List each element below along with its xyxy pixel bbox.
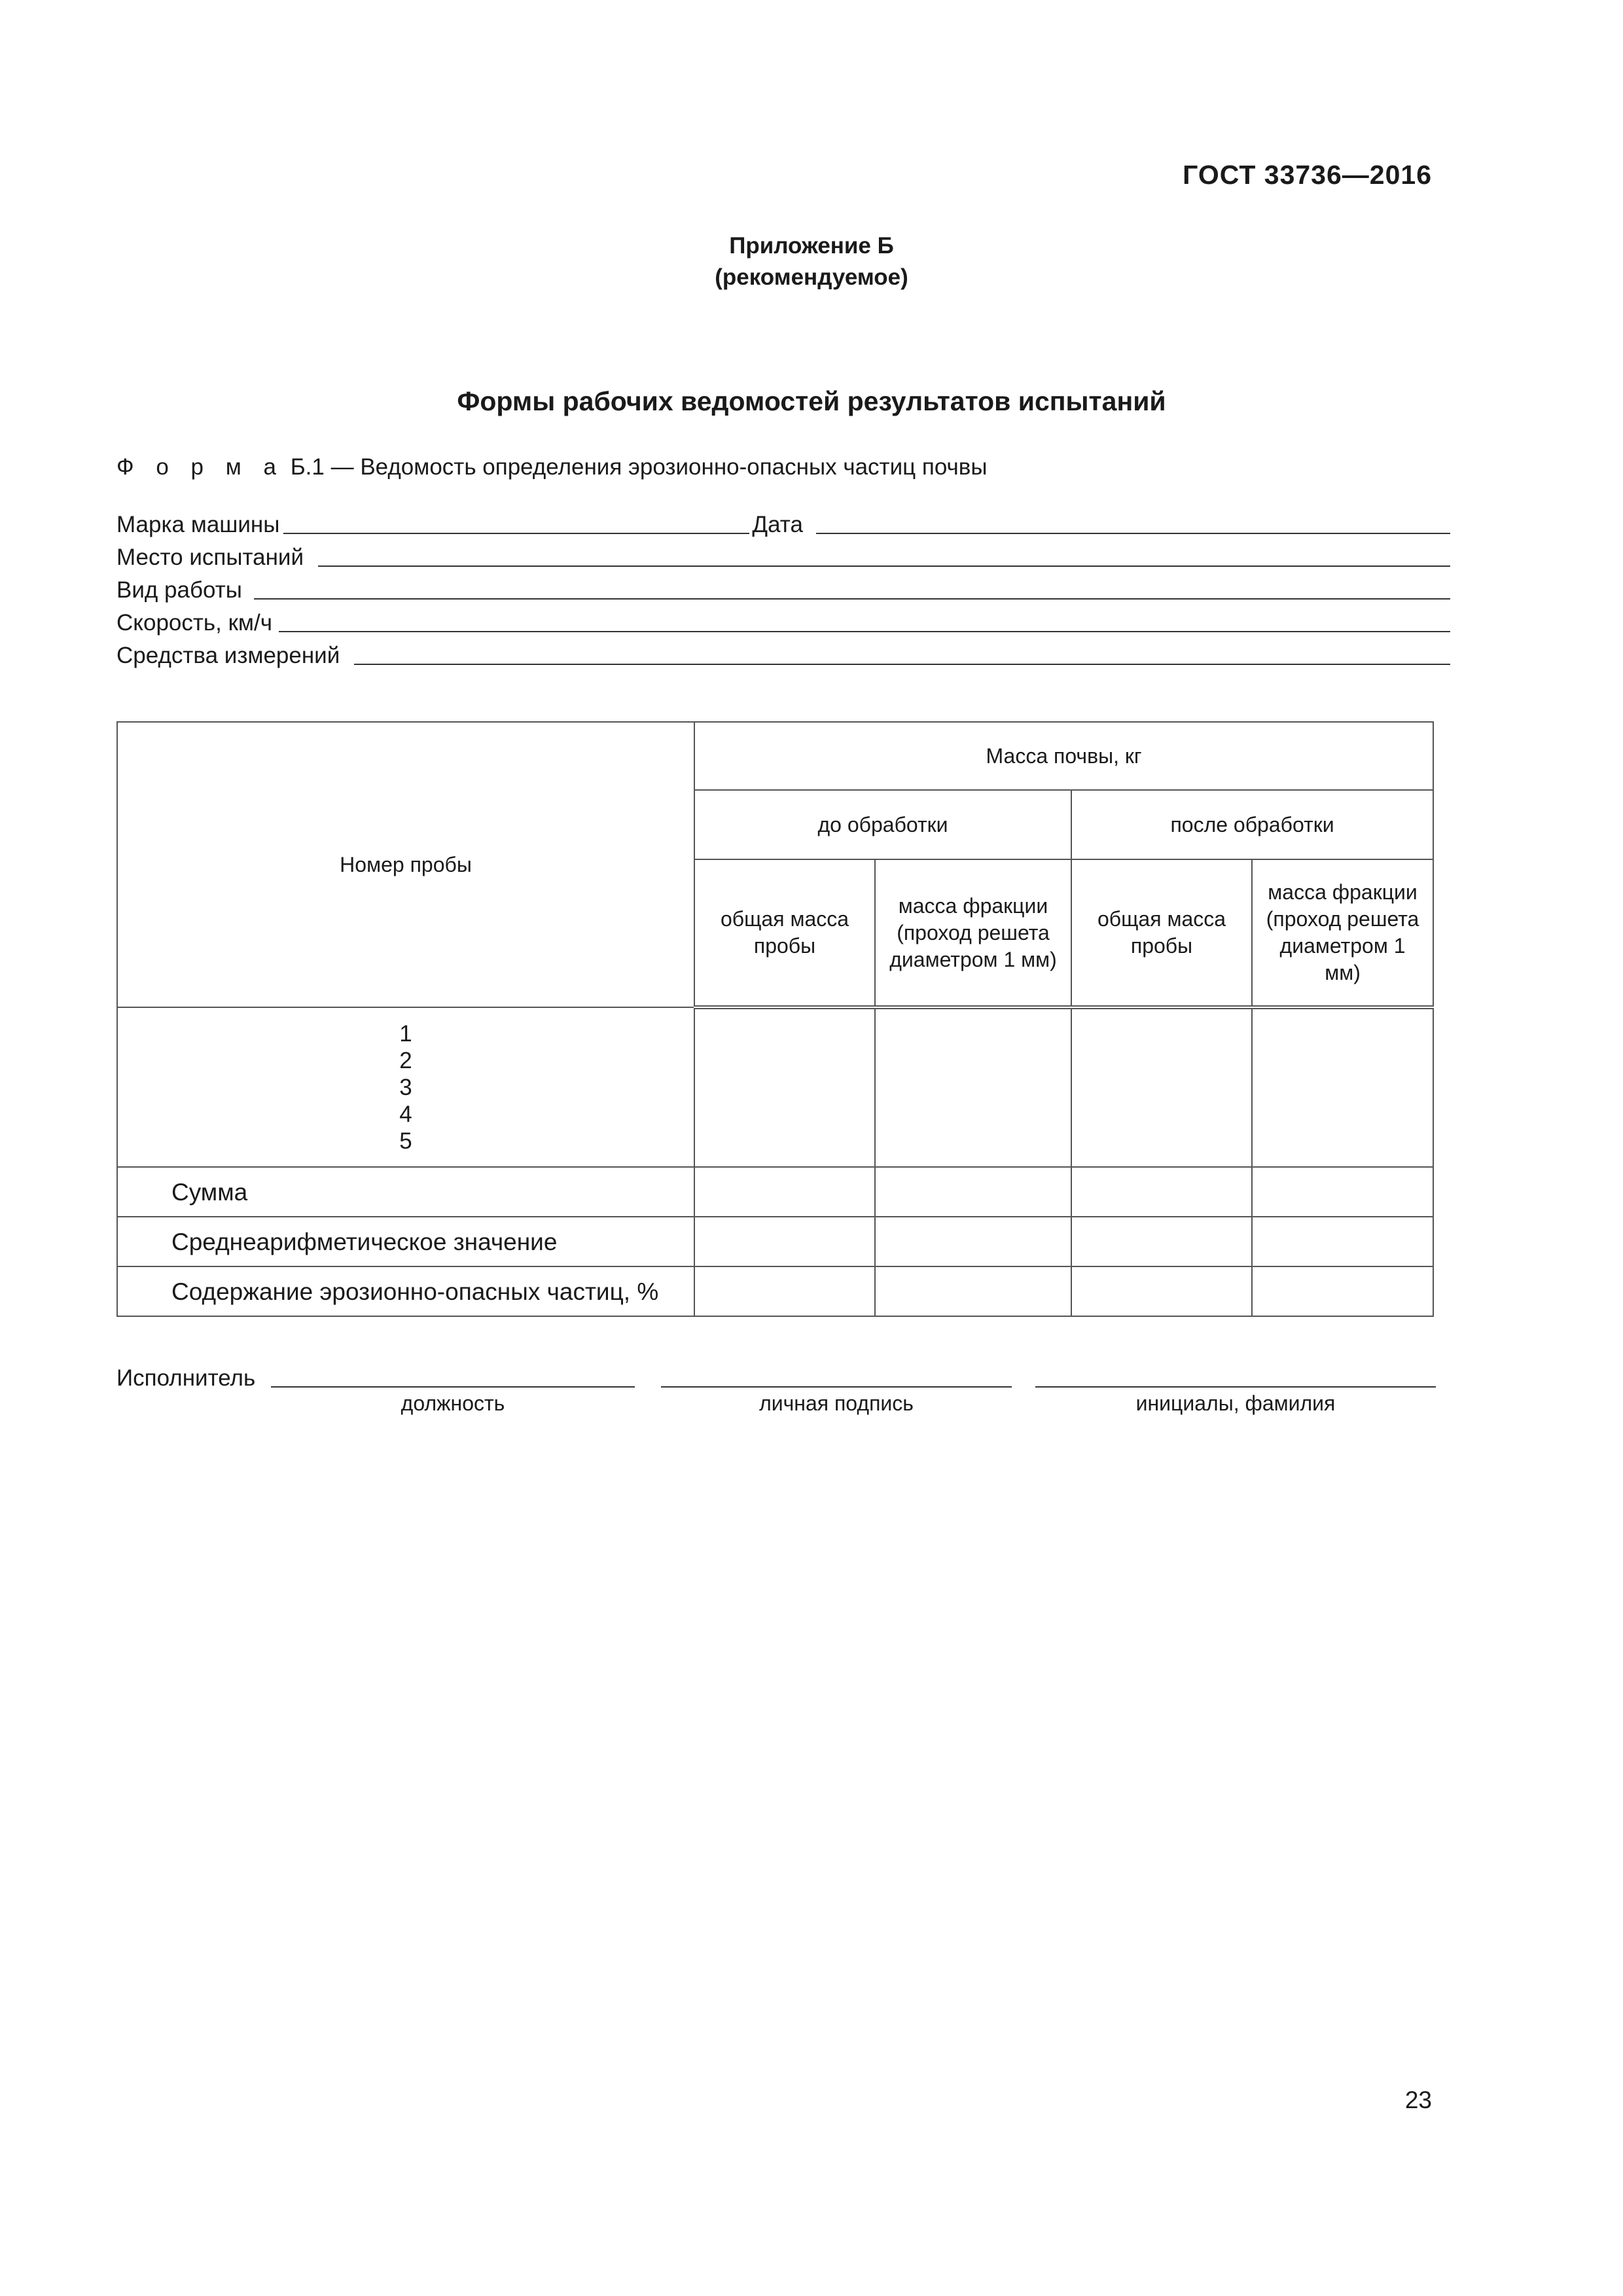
- signature-position-line[interactable]: [271, 1386, 635, 1388]
- signature-sign-line[interactable]: [661, 1386, 1012, 1388]
- field-tools-label: Средства измерений: [116, 643, 340, 668]
- sample-number: 5: [399, 1128, 412, 1154]
- cell-empty[interactable]: [1071, 1266, 1252, 1316]
- appendix-label: Приложение Б: [729, 233, 894, 259]
- page-number: 23: [1404, 2087, 1432, 2113]
- standard-number: ГОСТ 33736—2016: [1183, 160, 1432, 190]
- sample-number: 3: [399, 1074, 412, 1100]
- field-speed: [116, 603, 1450, 636]
- row-label-sum: Сумма: [117, 1167, 694, 1217]
- signature-label: Исполнитель: [116, 1365, 256, 1391]
- cell-empty[interactable]: [1252, 1266, 1433, 1316]
- sample-header: Номер пробы: [117, 722, 694, 1007]
- before-fraction-mass-header: масса фракции (проход решета диаметром 1 мм): [875, 859, 1071, 1007]
- field-work: [116, 571, 1450, 603]
- row-label-content: Содержание эрозионно-опасных частиц, %: [117, 1266, 694, 1316]
- row-label-mean: Среднеарифметическое значение: [117, 1217, 694, 1266]
- before-total-mass-header: общая масса пробы: [694, 859, 875, 1007]
- cell-empty[interactable]: [694, 1217, 875, 1266]
- sample-numbers: [117, 1007, 694, 1167]
- caption-position: должность: [401, 1391, 505, 1415]
- sample-number: 2: [399, 1047, 412, 1073]
- cell-empty[interactable]: [694, 1266, 875, 1316]
- field-date-line[interactable]: [816, 533, 1450, 534]
- sample-number: 1: [399, 1020, 412, 1047]
- cell-empty[interactable]: [875, 1007, 1071, 1167]
- field-machine-label: Марка машины: [116, 512, 280, 537]
- table-row-mean: [117, 1217, 1433, 1266]
- field-speed-line[interactable]: [279, 631, 1450, 632]
- form-number: Б.1: [290, 454, 325, 480]
- form-title: [116, 454, 988, 480]
- table-row-sum: [117, 1167, 1433, 1217]
- field-place: [116, 538, 1450, 571]
- table-row-samples: [117, 1007, 1433, 1167]
- signature-row: [116, 1359, 1436, 1391]
- field-place-line[interactable]: [318, 565, 1450, 567]
- appendix-type: (рекомендуемое): [715, 264, 908, 290]
- cell-empty[interactable]: [1252, 1217, 1433, 1266]
- cell-empty[interactable]: [875, 1167, 1071, 1217]
- signature-name-line[interactable]: [1035, 1386, 1436, 1388]
- form-prefix: Ф о р м а: [116, 454, 284, 480]
- table-row-content: [117, 1266, 1433, 1316]
- field-place-label: Место испытаний: [116, 545, 304, 570]
- cell-empty[interactable]: [694, 1167, 875, 1217]
- field-tools-line[interactable]: [354, 664, 1450, 665]
- field-machine-date: [116, 505, 1450, 538]
- cell-empty[interactable]: [1252, 1007, 1433, 1167]
- after-total-mass-header: общая масса пробы: [1071, 859, 1252, 1007]
- field-work-label: Вид работы: [116, 577, 242, 603]
- field-machine-line[interactable]: [283, 533, 749, 534]
- cell-empty[interactable]: [694, 1007, 875, 1167]
- cell-empty[interactable]: [1071, 1167, 1252, 1217]
- before-header: до обработки: [694, 790, 1071, 859]
- field-tools: [116, 636, 1450, 669]
- results-table: [116, 721, 1434, 1317]
- caption-sign: личная подпись: [759, 1391, 914, 1415]
- page-title: Формы рабочих ведомостей результатов испытаний: [457, 386, 1166, 416]
- cell-empty[interactable]: [1071, 1217, 1252, 1266]
- sample-number: 4: [399, 1101, 412, 1127]
- cell-empty[interactable]: [1071, 1007, 1252, 1167]
- field-speed-label: Скорость, км/ч: [116, 610, 272, 636]
- after-header: после обработки: [1071, 790, 1433, 859]
- mass-header: Масса почвы, кг: [694, 722, 1433, 790]
- appendix-heading: [0, 230, 1623, 293]
- table-header-row-1: [117, 722, 1433, 790]
- field-work-line[interactable]: [254, 598, 1450, 600]
- after-fraction-mass-header: масса фракции (проход решета диаметром 1 мм): [1252, 859, 1433, 1007]
- cell-empty[interactable]: [875, 1217, 1071, 1266]
- cell-empty[interactable]: [1252, 1167, 1433, 1217]
- form-name: — Ведомость определения эрозионно-опасных частиц почвы: [330, 454, 988, 480]
- field-date-label: Дата: [752, 512, 803, 537]
- cell-empty[interactable]: [875, 1266, 1071, 1316]
- caption-name: инициалы, фамилия: [1135, 1391, 1336, 1415]
